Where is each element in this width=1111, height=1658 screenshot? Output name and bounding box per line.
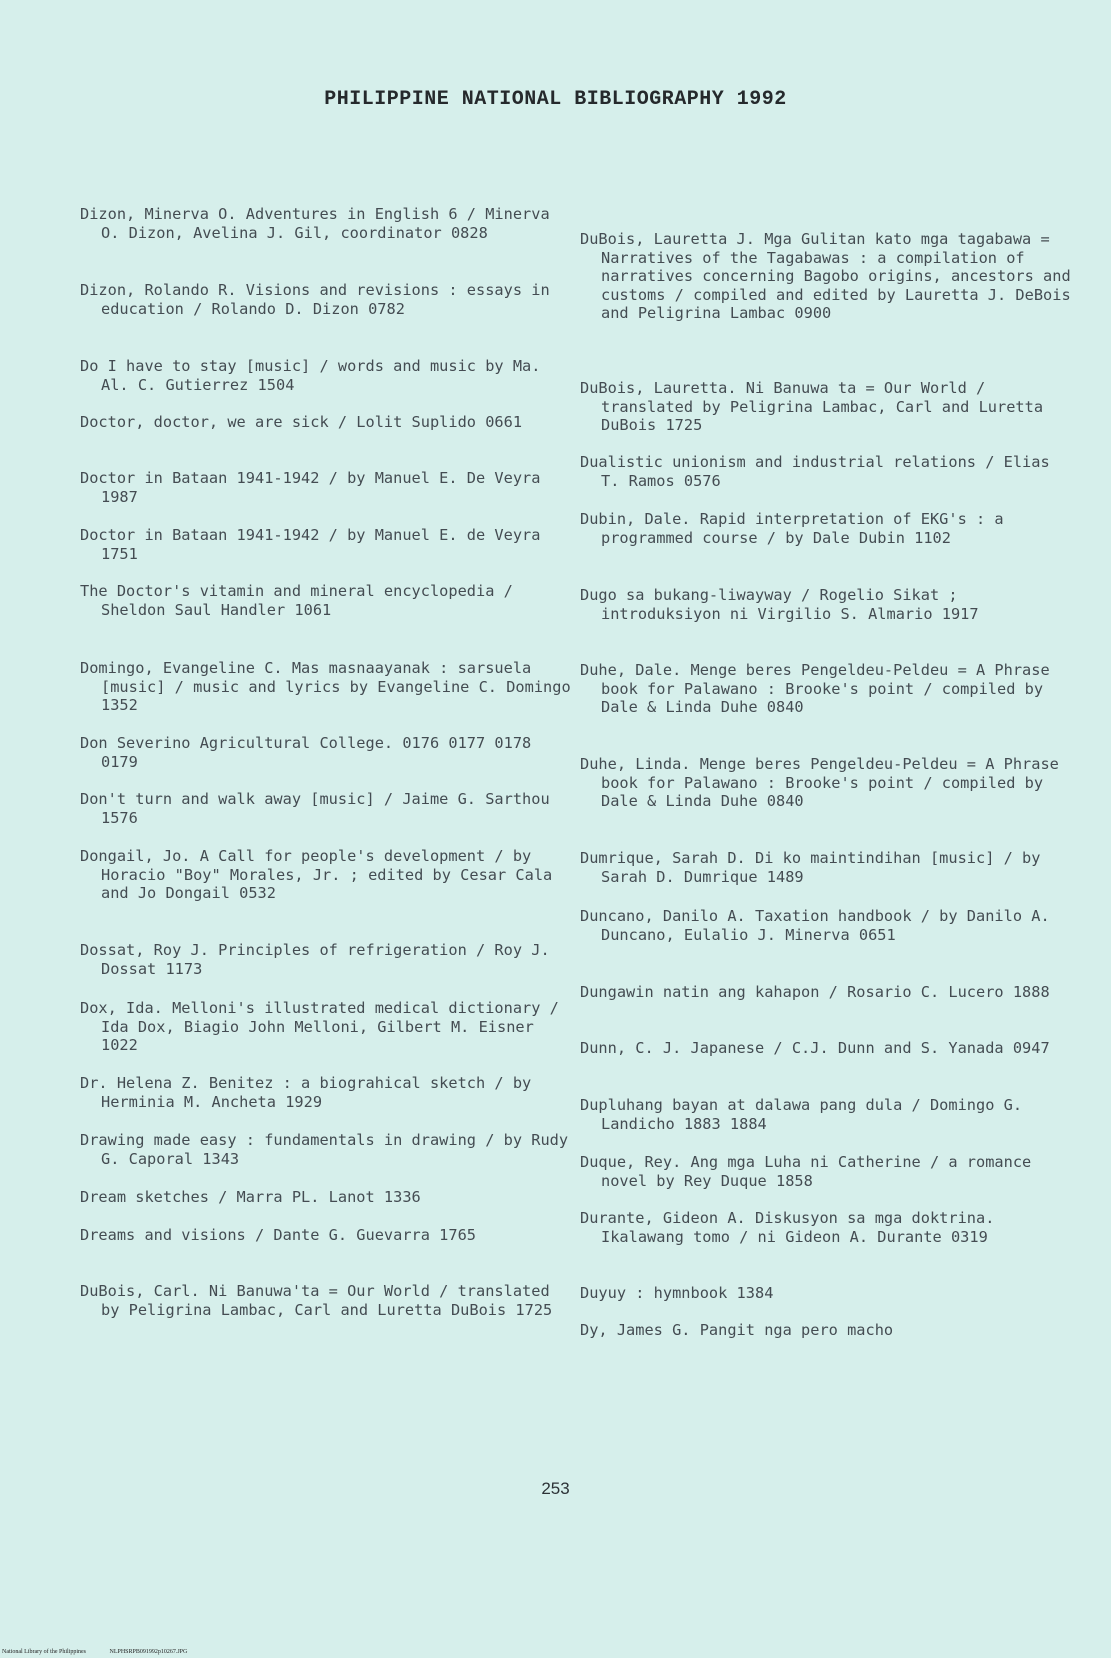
bibliography-entry: Do I have to stay [music] / words and music by Ma. Al. C. Gutierrez 1504	[80, 357, 550, 394]
bibliography-entry: Dreams and visions / Dante G. Guevarra 1765	[80, 1226, 477, 1244]
bibliography-entry: Dox, Ida. Melloni's illustrated medical dictionary / Ida Dox, Biagio John Melloni, Gilbert M. Eisner 1022	[80, 999, 569, 1055]
bibliography-entry: Dumrique, Sarah D. Di ko maintindihan [music] / by Sarah D. Dumrique 1489	[580, 849, 1050, 886]
bibliography-entry: Dugo sa bukang-liwayway / Rogelio Sikat ; introduksiyon ni Virgilio S. Almario 1917	[580, 586, 979, 623]
footer-library: National Library of the Philippines	[2, 1649, 86, 1655]
bibliography-entry: Dongail, Jo. A Call for people's development / by Horacio "Boy" Morales, Jr. ; edited by Cesar Cala and Jo Dongail 0532	[80, 847, 562, 903]
bibliography-entry: Duhe, Dale. Menge beres Pengeldeu-Peldeu = A Phrase book for Palawano : Brooke's point / compiled by Dale & Linda Duhe 0840	[580, 661, 1059, 717]
bibliography-entry: Domingo, Evangeline C. Mas masnaayanak : sarsuela [music] / music and lyrics by Evangeline C. Domingo 1352	[80, 659, 580, 715]
scan-footer	[2, 1649, 209, 1655]
bibliography-entry: Dunn, C. J. Japanese / C.J. Dunn and S. Yanada 0947	[580, 1039, 1050, 1057]
bibliography-entry: Don't turn and walk away [music] / Jaime G. Sarthou 1576	[80, 790, 559, 827]
bibliography-entry: Dungawin natin ang kahapon / Rosario C. Lucero 1888	[580, 983, 1050, 1001]
bibliography-entry: DuBois, Lauretta J. Mga Gulitan kato mga tagabawa = Narratives of the Tagabawas : a compilation of narratives concerning Bagobo origins, ancestors and customs / compiled and edited by Lauretta J. DeBois and Peligrina Lambac 0900	[580, 230, 1080, 323]
bibliography-entry: Dy, James G. Pangit nga pero macho	[580, 1321, 894, 1339]
page-title: PHILIPPINE NATIONAL BIBLIOGRAPHY 1992	[324, 88, 787, 111]
bibliography-entry: DuBois, Carl. Ni Banuwa'ta = Our World / translated by Peligrina Lambac, Carl and Luretta DuBois 1725	[80, 1282, 559, 1319]
bibliography-entry: Drawing made easy : fundamentals in drawing / by Rudy G. Caporal 1343	[80, 1131, 578, 1168]
bibliography-entry: The Doctor's vitamin and mineral encyclopedia / Sheldon Saul Handler 1061	[80, 582, 523, 619]
bibliography-entry: Dr. Helena Z. Benitez : a biograhical sketch / by Herminia M. Ancheta 1929	[80, 1074, 541, 1111]
page-number: 253	[541, 1479, 570, 1498]
bibliography-entry: Dream sketches / Marra PL. Lanot 1336	[80, 1188, 421, 1206]
bibliography-entry: Doctor, doctor, we are sick / Lolit Suplido 0661	[80, 413, 523, 431]
bibliography-entry: Dizon, Rolando R. Visions and revisions : essays in education / Rolando D. Dizon 0782	[80, 281, 559, 318]
bibliography-entry: Don Severino Agricultural College. 0176 0177 0178 0179	[80, 734, 541, 771]
bibliography-entry: Doctor in Bataan 1941-1942 / by Manuel E. De Veyra 1987	[80, 469, 550, 506]
bibliography-entry: Dossat, Roy J. Principles of refrigeration / Roy J. Dossat 1173	[80, 941, 559, 978]
bibliography-entry: Duque, Rey. Ang mga Luha ni Catherine / a romance novel by Rey Duque 1858	[580, 1153, 1041, 1190]
bibliography-entry: Duncano, Danilo A. Taxation handbook / by Danilo A. Duncano, Eulalio J. Minerva 0651	[580, 907, 1059, 944]
bibliography-entry: Duhe, Linda. Menge beres Pengeldeu-Peldeu = A Phrase book for Palawano : Brooke's point / compiled by Dale & Linda Duhe 0840	[580, 755, 1069, 811]
bibliography-entry: Doctor in Bataan 1941-1942 / by Manuel E. de Veyra 1751	[80, 526, 550, 563]
bibliography-entry: Dualistic unionism and industrial relations / Elias T. Ramos 0576	[580, 453, 1059, 490]
bibliography-entry: Dubin, Dale. Rapid interpretation of EKG's : a programmed course / by Dale Dubin 1102	[580, 510, 1013, 547]
footer-filename: NLPHSRPB091992p10267.JPG	[109, 1649, 188, 1655]
bibliography-entry: DuBois, Lauretta. Ni Banuwa ta = Our World / translated by Peligrina Lambac, Carl and Luretta DuBois 1725	[580, 379, 1053, 435]
bibliography-entry: Dizon, Minerva O. Adventures in English 6 / Minerva O. Dizon, Avelina J. Gil, coordinator 0828	[80, 205, 559, 242]
bibliography-entry: Durante, Gideon A. Diskusyon sa mga doktrina. Ikalawang tomo / ni Gideon A. Durante 0319	[580, 1209, 1004, 1246]
bibliography-entry: Dupluhang bayan at dalawa pang dula / Domingo G. Landicho 1883 1884	[580, 1096, 1032, 1133]
bibliography-entry: Duyuy : hymnbook 1384	[580, 1284, 774, 1302]
